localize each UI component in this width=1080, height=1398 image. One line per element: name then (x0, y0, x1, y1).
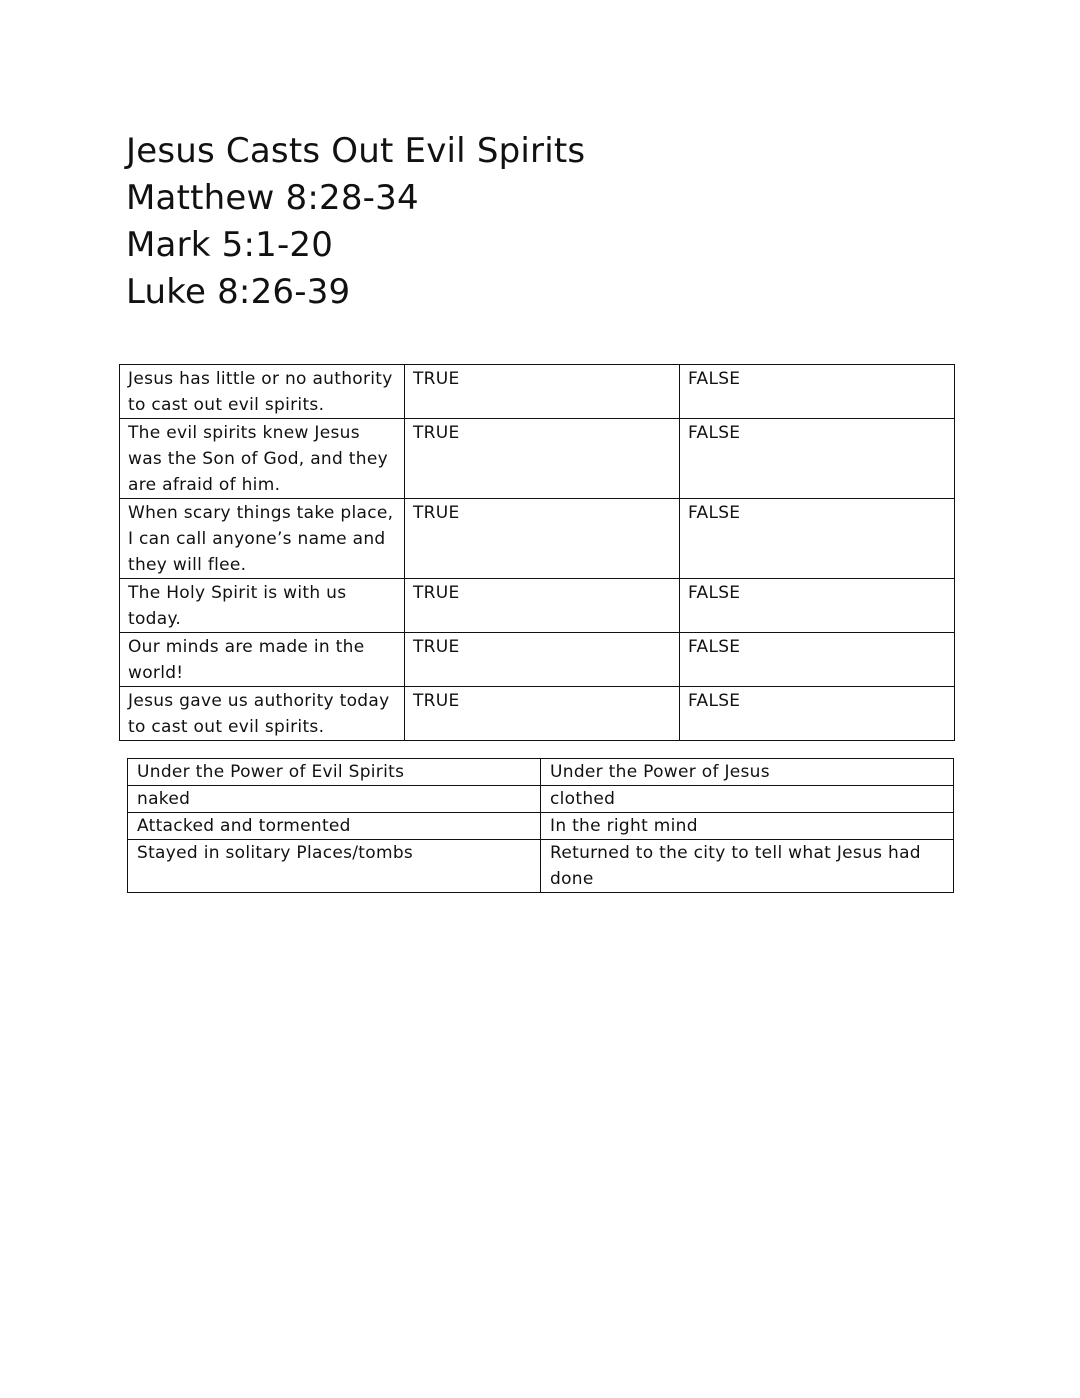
table-row (128, 840, 954, 893)
table-row (120, 365, 955, 419)
statement-cell: When scary things take place, I can call anyone’s name and they will flee. (120, 499, 405, 579)
title-line-matthew: Matthew 8:28-34 (126, 178, 419, 218)
jesus-cell: clothed (541, 786, 954, 813)
false-option[interactable]: FALSE (680, 365, 955, 419)
evil-spirits-cell: Stayed in solitary Places/tombs (128, 840, 541, 893)
statement-cell: The evil spirits knew Jesus was the Son of God, and they are afraid of him. (120, 419, 405, 499)
statement-cell: Our minds are made in the world! (120, 633, 405, 687)
table-row (120, 687, 955, 741)
table-row (120, 419, 955, 499)
title-line-luke: Luke 8:26-39 (126, 272, 351, 312)
jesus-cell: Returned to the city to tell what Jesus had done (541, 840, 954, 893)
true-false-table (119, 364, 955, 741)
false-option[interactable]: FALSE (680, 419, 955, 499)
true-option[interactable]: TRUE (405, 365, 680, 419)
false-option[interactable]: FALSE (680, 687, 955, 741)
table-row (128, 813, 954, 840)
comparison-table (127, 758, 954, 893)
title-line-topic: Jesus Casts Out Evil Spirits (126, 131, 586, 171)
statement-cell: The Holy Spirit is with us today. (120, 579, 405, 633)
evil-spirits-cell: naked (128, 786, 541, 813)
table-row (120, 633, 955, 687)
table-row (120, 579, 955, 633)
true-option[interactable]: TRUE (405, 687, 680, 741)
jesus-cell: In the right mind (541, 813, 954, 840)
page-title (126, 128, 585, 316)
true-option[interactable]: TRUE (405, 579, 680, 633)
column-header-evil-spirits: Under the Power of Evil Spirits (128, 759, 541, 786)
table-row (128, 786, 954, 813)
true-option[interactable]: TRUE (405, 499, 680, 579)
false-option[interactable]: FALSE (680, 579, 955, 633)
table-row (120, 499, 955, 579)
column-header-jesus: Under the Power of Jesus (541, 759, 954, 786)
true-option[interactable]: TRUE (405, 633, 680, 687)
evil-spirits-cell: Attacked and tormented (128, 813, 541, 840)
statement-cell: Jesus has little or no authority to cast out evil spirits. (120, 365, 405, 419)
true-option[interactable]: TRUE (405, 419, 680, 499)
title-line-mark: Mark 5:1-20 (126, 225, 334, 265)
false-option[interactable]: FALSE (680, 499, 955, 579)
false-option[interactable]: FALSE (680, 633, 955, 687)
table-header-row (128, 759, 954, 786)
statement-cell: Jesus gave us authority today to cast out evil spirits. (120, 687, 405, 741)
